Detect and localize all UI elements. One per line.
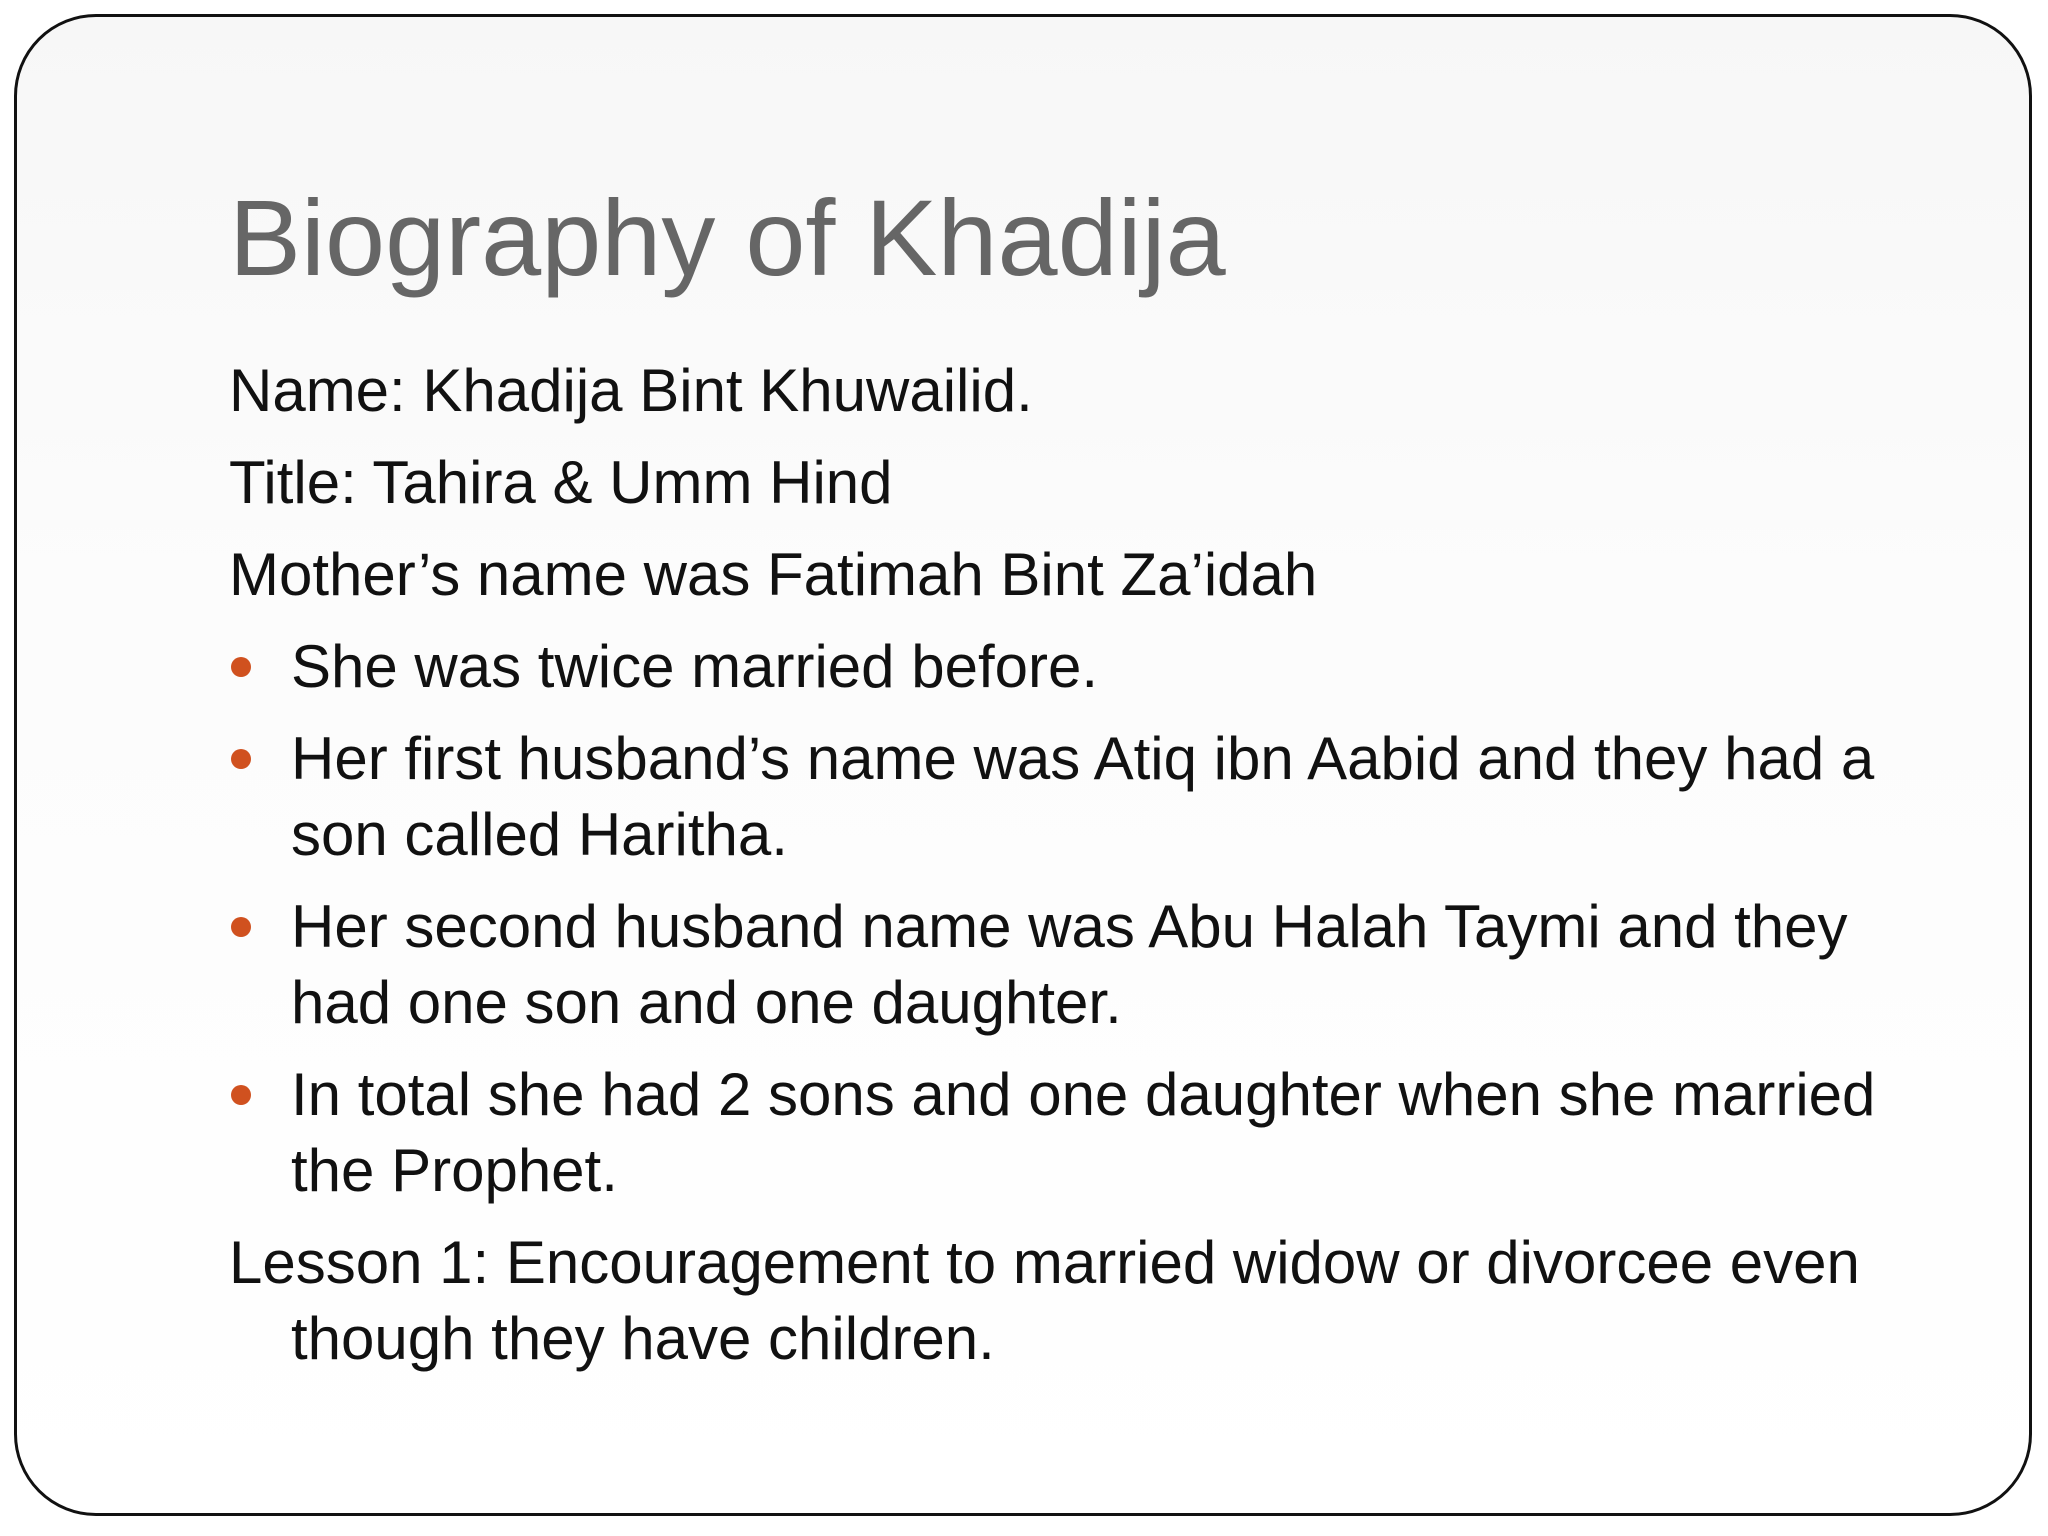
- slide-title: Biography of Khadija: [229, 177, 1226, 298]
- bullet-text: Her first husband’s name was Atiq ibn Aabid and they had a son called Haritha.: [291, 725, 1875, 868]
- bullet-item: [229, 629, 1949, 705]
- slide-frame: [14, 14, 2032, 1516]
- bullet-text: She was twice married before.: [291, 633, 1099, 700]
- bullet-dot-icon: [231, 917, 251, 937]
- title-line: Title: Tahira & Umm Hind: [229, 449, 893, 516]
- bullet-text: In total she had 2 sons and one daughter when she married the Prophet.: [291, 1061, 1876, 1204]
- bullet-dot-icon: [231, 749, 251, 769]
- slide-body: [229, 353, 1949, 1393]
- bullet-text: Her second husband name was Abu Halah Taymi and they had one son and one daughter.: [291, 893, 1848, 1036]
- mother-name-line: Mother’s name was Fatimah Bint Za’idah: [229, 541, 1318, 608]
- bullet-dot-icon: [231, 1085, 251, 1105]
- bullet-dot-icon: [231, 657, 251, 677]
- bullet-item: [229, 889, 1949, 1041]
- bullet-item: [229, 1057, 1949, 1209]
- lesson-line: Lesson 1: Encouragement to married widow or divorcee even though they have children.: [229, 1229, 1860, 1372]
- name-line: Name: Khadija Bint Khuwailid.: [229, 357, 1033, 424]
- bullet-item: [229, 721, 1949, 873]
